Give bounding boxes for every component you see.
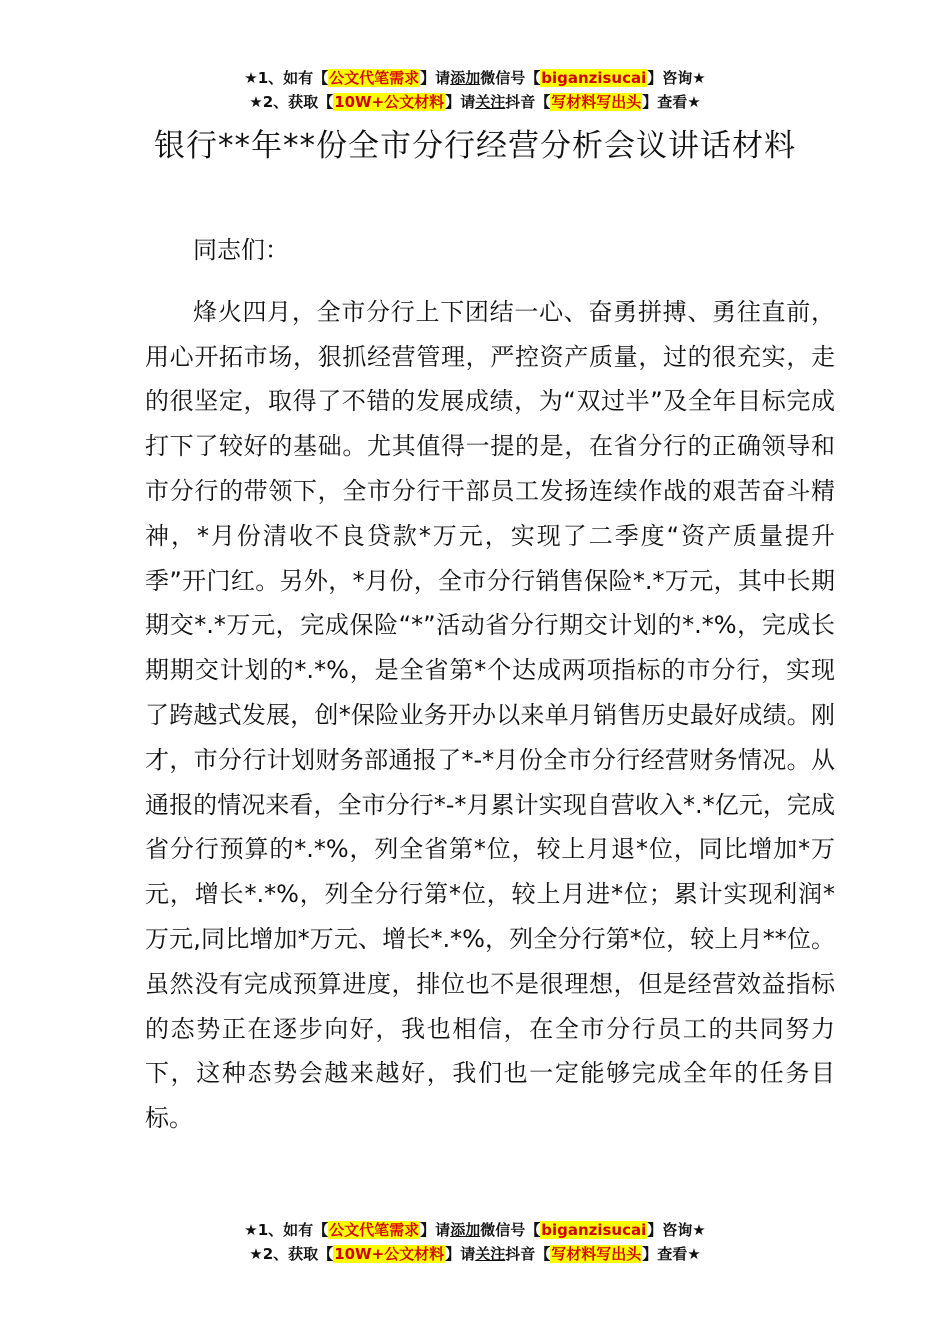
- highlight-materials: 10W+公文材料: [334, 1245, 445, 1263]
- banner-line-1: ★1、如有【公文代笔需求】请添加微信号【biganzisucai】咨询★: [244, 69, 706, 87]
- banner-line-2: ★2、获取【10W+公文材料】请关注抖音【写材料写出头】查看★: [249, 93, 701, 111]
- body-paragraph: 烽火四月，全市分行上下团结一心、奋勇拼搏、勇往直前，用心开拓市场，狠抓经营管理，严控资产质量，过的很充实，走的很坚定，取得了不错的发展成绩，为“双过半”及全年目标完成打下了较好的基础。尤其值得一提的是，在省分行的正确领导和市分行的带领下，全市分行干部员工发扬连续作战的艰苦奋斗精神，*月份清收不良贷款*万元，实现了二季度“资产质量提升季”开门红。另外，*月份，全市分行销售保险*.*万元，其中长期期交*.*万元，完成保险“*”活动省分行期交计划的*.*%，完成长期期交计划的*.*%，是全省第*个达成两项指标的市分行，实现了跨越式发展，创*保险业务开办以来单月销售历史最好成绩。刚才，市分行计划财务部通报了*-*月份全市分行经营财务情况。从通报的情况来看，全市分行*-*月累计实现自营收入*.*亿元，完成省分行预算的*.*%，列全省第*位，较上月退*位，同比增加*万元，增长*.*%，列全分行第*位，较上月进*位；累计实现利润*万元,同比增加*万元、增长*.*%，列全分行第*位，较上月**位。虽然没有完成预算进度，排位也不是很理想，但是经营效益指标的态势正在逐步向好，我也相信，在全市分行员工的共同努力下，这种态势会越来越好，我们也一定能够完成全年的任务目标。: [145, 297, 835, 1133]
- header-banner: [0, 66, 950, 114]
- salutation: 同志们：: [193, 236, 289, 264]
- highlight-materials: 10W+公文材料: [334, 93, 445, 111]
- highlight-douyin: 写材料写出头: [551, 93, 642, 111]
- document-body: [145, 228, 835, 1141]
- document-title: 银行**年**份全市分行经营分析会议讲话材料: [154, 128, 796, 164]
- highlight-service: 公文代笔需求: [329, 69, 420, 87]
- footer-line-2: ★2、获取【10W+公文材料】请关注抖音【写材料写出头】查看★: [249, 1245, 701, 1263]
- highlight-wechat-id: biganzisucai: [541, 69, 647, 87]
- highlight-douyin: 写材料写出头: [551, 1245, 642, 1263]
- highlight-service: 公文代笔需求: [329, 1221, 420, 1239]
- footer-line-1: ★1、如有【公文代笔需求】请添加微信号【biganzisucai】咨询★: [244, 1221, 706, 1239]
- footer-banner: [0, 1218, 950, 1266]
- highlight-wechat-id: biganzisucai: [541, 1221, 647, 1239]
